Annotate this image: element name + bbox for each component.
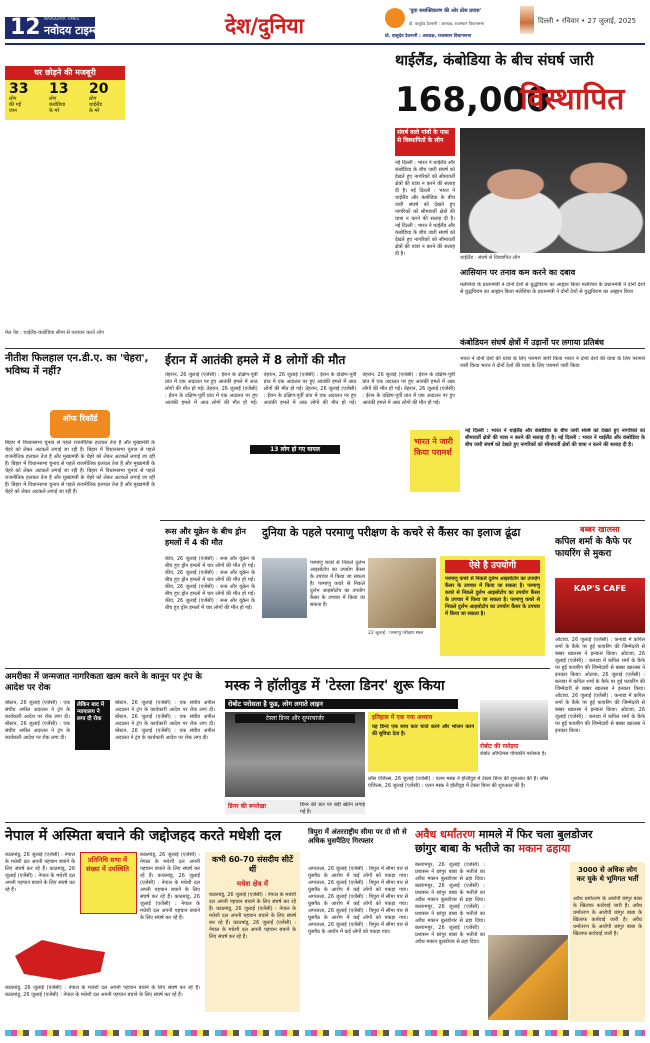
- chhangur-text-c: बलरामपुर, 26 जुलाई (एजेंसी) : प्रशासन ने छांगुर बाबा के भतीजे का अवैध मकान बुलडोजर से ढहा दिया।: [415, 904, 485, 924]
- kapil-text-b: ओटावा, 26 जुलाई (एजेंसी) : कनाडा में कपिल शर्मा के कैफे पर हुई फायरिंग की जिम्मेदारी से बब्बर खालसा ने इनकार किया।: [555, 651, 645, 678]
- nitish-text-e: बिहार में विधानसभा चुनाव से पहले राजनीतिक हलचल तेज है और मुख्यमंत्री के चेहरे को लेकर अटकलें लगाई जा रही हैं।: [5, 482, 155, 495]
- crowd-photo-caption: मेल पेड : थाईलैंड-कंबोडिया सीमा से पलायन करते लोग: [5, 330, 105, 336]
- top-story-title: थाईलैंड, कंबोडिया के बीच संघर्ष जारी: [395, 53, 594, 69]
- russia-text-a: कीव, 26 जुलाई (एजेंसी) : रूस और यूक्रेन के बीच हुए ड्रोन हमलों में चार लोगों की मौत हो गई।: [165, 556, 255, 569]
- ad-line1: 'युवा सशक्तिकरण की ओर ठोस प्रयास': [409, 8, 482, 14]
- registration-strip: [5, 1030, 645, 1036]
- deal-text-c: मलेशिया के प्रधानमंत्री ने दोनों देशों से युद्धविराम का आह्वान किया: [515, 289, 634, 295]
- cancer-photo-1: [262, 558, 307, 618]
- musk-text-a: लॉस एंजिल्स, 26 जुलाई (एजेंसी) : एलन मस्क ने हॉलीवुड में टेस्ला डिनर की शुरुआत की है।: [368, 776, 539, 782]
- embassy-text-c: भारत ने दोनों देशों की यात्रा के लिए परामर्श जारी किया: [480, 363, 580, 369]
- cancer-text-a: परमाणु कचरे से निकले दुर्लभ आइसोटोप का उपयोग कैंसर के उपचार में किया जा सकता है।: [310, 560, 365, 587]
- top-story-word: विस्थापित: [520, 82, 625, 117]
- chhangur-text-a: बलरामपुर, 26 जुलाई (एजेंसी) : प्रशासन ने छांगुर बाबा के भतीजे का अवैध मकान बुलडोजर से ढहा दिया।: [415, 862, 485, 882]
- paper-small: NAVODAYA TIMES: [44, 16, 80, 21]
- rule-row3: [5, 668, 550, 669]
- chhangur-text: [415, 862, 485, 1022]
- musk-sub: रोबोट परोसता है फूड, लोग लगाते लाइन: [225, 699, 458, 709]
- iran-text: [165, 372, 455, 512]
- musk-photo-label: टेस्ला डिनर और सुपरचार्जर: [235, 714, 355, 723]
- kapil-cafe-sign: KAP'S CAFE: [573, 584, 627, 593]
- stat-3-label: लोग थाईलैंड के मरे: [89, 96, 103, 114]
- stats-box: [5, 80, 125, 120]
- nepal-side-text-b: काठमांडू, 26 जुलाई (एजेंसी) : नेपाल के मधेशी दल अपनी पहचान बचाने के लिए संघर्ष कर रहे हैं।: [209, 906, 296, 926]
- india-text: [465, 428, 645, 494]
- kapil-text-c: ओटावा, 26 जुलाई (एजेंसी) : कनाडा में कपिल शर्मा के कैफे पर हुई फायरिंग की जिम्मेदारी से बब्बर खालसा ने इनकार किया।: [555, 672, 645, 692]
- rule-row2: [160, 520, 645, 521]
- america-text-a: बोस्टन, 26 जुलाई (एजेंसी) : एक संघीय अपील अदालत ने ट्रंप के कार्यकारी आदेश पर रोक लगा दी।: [5, 700, 70, 720]
- america-text-c: बोस्टन, 26 जुलाई (एजेंसी) : एक संघीय अपील अदालत ने ट्रंप के कार्यकारी आदेश पर रोक लगा दी।: [115, 700, 215, 713]
- iran-text-a: तेहरान, 26 जुलाई (एजेंसी) : ईरान के दक्षिण-पूर्वी प्रांत में एक अदालत पर हुए आतंकी हमले में आठ लोगों की मौत हो गई।: [165, 372, 258, 392]
- ad-banner: [385, 4, 525, 42]
- nepal-side-text-a: काठमांडू, 26 जुलाई (एजेंसी) : नेपाल के मधेशी दल अपनी पहचान बचाने के लिए संघर्ष कर रहे हैं।: [209, 892, 296, 912]
- chhangur-title: [415, 828, 645, 856]
- chhangur-box-text: [573, 896, 642, 1018]
- musk-robot-text: रोबोट ऑप्टिमस पॉपकॉर्न परोसता है।: [480, 751, 547, 757]
- paper-name: नवोदय टाइम्स: [44, 24, 100, 37]
- chhangur-title2a: छांगुर बाबा के भतीजे का: [415, 842, 515, 855]
- top-story-side-text-b: नई दिल्ली : भारत ने थाईलैंड और कंबोडिया के बीच जारी संघर्ष को देखते हुए नागरिकों को सीमावर्ती क्षेत्रों की यात्रा न करने की सलाह दी है।: [395, 188, 455, 222]
- nepal-text-f: काठमांडू, 26 जुलाई (एजेंसी) : नेपाल के मधेशी दल अपनी पहचान बचाने के लिए संघर्ष कर रहे हैं।: [5, 985, 200, 991]
- america-text-right: [115, 700, 215, 820]
- cancer-box-text-c: परमाणु कचरे से निकले दुर्लभ आइसोटोप का उपयोग कैंसर के उपचार में किया जा सकता है।: [445, 597, 540, 617]
- top-story-side-text-c: नई दिल्ली : भारत ने थाईलैंड और कंबोडिया के बीच जारी संघर्ष को देखते हुए नागरिकों को सीमावर्ती क्षेत्रों की यात्रा न करने की सलाह दी है।: [395, 223, 455, 257]
- cancer-caption: 22 जुलाई : परमाणु परीक्षण स्थल: [368, 631, 424, 636]
- embassy-text-b: भारत ने दोनों देशों की यात्रा के लिए परामर्श जारी किया: [460, 356, 645, 369]
- kapil-text: [555, 637, 645, 817]
- cancer-text: [310, 560, 365, 656]
- stat-2-number: 13: [49, 81, 69, 97]
- kapil-text-a: ओटावा, 26 जुलाई (एजेंसी) : कनाडा में कपिल शर्मा के कैफे पर हुई फायरिंग की जिम्मेदारी से बब्बर खालसा ने इनकार किया।: [555, 637, 645, 657]
- tripura-title: त्रिपुरा में अंतरराष्ट्रीय सीमा पर दो सौ से अधिक घुसपैठिए गिरफ्तार: [308, 828, 407, 845]
- top-story-number: 168,000: [395, 80, 550, 120]
- stat-2-label: लोग कंबोडिया के मरे: [49, 96, 66, 114]
- chhangur-box-text-a: अवैध धर्मांतरण के आरोपी छांगुर बाबा के खिलाफ कार्रवाई जारी है।: [573, 896, 642, 909]
- nepal-side-header: कभी 60-70 संसदीय सीटें थीं: [211, 855, 294, 874]
- dateline: दिल्ली • रविवार • 27 जुलाई, 2025: [538, 17, 637, 25]
- nitish-badge-text: ऑफ रिकॉर्ड: [62, 414, 98, 423]
- masthead-rule: [5, 43, 645, 45]
- chhangur-text-b: बलरामपुर, 26 जुलाई (एजेंसी) : प्रशासन ने छांगुर बाबा के भतीजे का अवैध मकान बुलडोजर से ढहा दिया।: [415, 883, 485, 903]
- musk-box-title: इतिहास में एक नया अध्याय: [372, 714, 433, 721]
- cancer-box-text-b: परमाणु कचरे से निकले दुर्लभ आइसोटोप का उपयोग कैंसर के उपचार में किया जा सकता है।: [445, 583, 540, 603]
- nepal-text-e: काठमांडू, 26 जुलाई (एजेंसी) : नेपाल के मधेशी दल अपनी पहचान बचाने के लिए संघर्ष कर रहे हैं।: [140, 894, 200, 921]
- tripura-text-d: अगरतला, 26 जुलाई (एजेंसी) : त्रिपुरा में सीमा पार से घुसपैठ के आरोप में कई लोगों को पकड़ा गया।: [308, 908, 408, 921]
- ad-line3: प्रो. वासुदेव देवनानी : आध्यक्ष, राजस्थान विधानसभा: [385, 34, 472, 39]
- america-text-left: [5, 700, 70, 820]
- nitish-text: [5, 440, 155, 595]
- chhangur-kicker: अवैध धर्मांतरण: [415, 828, 476, 841]
- nepal-side-text: [209, 892, 296, 1002]
- cancer-text-b: परमाणु कचरे से निकले दुर्लभ आइसोटोप का उपयोग कैंसर के उपचार में किया जा सकता है।: [310, 581, 365, 608]
- america-text-e: बोस्टन, 26 जुलाई (एजेंसी) : एक संघीय अपील अदालत ने ट्रंप के कार्यकारी आदेश पर रोक लगा दी।: [115, 728, 215, 741]
- russia-text-b: कीव, 26 जुलाई (एजेंसी) : रूस और यूक्रेन के बीच हुए ड्रोन हमलों में चार लोगों की मौत हो गई।: [165, 570, 255, 583]
- refugee-photo: [460, 128, 645, 253]
- nepal-text-c: काठमांडू, 26 जुलाई (एजेंसी) : नेपाल के मधेशी दल अपनी पहचान बचाने के लिए संघर्ष कर रहे हैं।: [140, 852, 200, 879]
- stat-3: [89, 82, 125, 114]
- america-side-box-text: लेकिन बाद में न्यायालय ने लगा दी रोक: [77, 702, 105, 722]
- musk-box2-title: डिनर की रूपरेखा: [228, 803, 266, 810]
- musk-robot-label: रोबोट की रसोइया: [480, 743, 519, 750]
- india-text-b: नई दिल्ली : भारत ने थाईलैंड और कंबोडिया के बीच जारी संघर्ष को देखते हुए नागरिकों को सीमावर्ती क्षेत्रों की यात्रा न करने की सलाह दी है।: [465, 435, 645, 448]
- russia-text: [165, 556, 255, 666]
- chhangur-text-d: बलरामपुर, 26 जुलाई (एजेंसी) : प्रशासन ने छांगुर बाबा के भतीजे का अवैध मकान बुलडोजर से ढहा दिया।: [415, 925, 485, 945]
- kapil-text-d: ओटावा, 26 जुलाई (एजेंसी) : कनाडा में कपिल शर्मा के कैफे पर हुई फायरिंग की जिम्मेदारी से बब्बर खालसा ने इनकार किया।: [555, 693, 645, 713]
- nitish-text-b: बिहार में विधानसभा चुनाव से पहले राजनीतिक हलचल तेज है और मुख्यमंत्री के चेहरे को लेकर अटकलें लगाई जा रही हैं।: [5, 447, 155, 467]
- nepal-text-3: [5, 985, 200, 1025]
- nitish-title: नीतीश फिलहाल एन.डी.ए. का 'चेहरा', भविष्य में नहीं?: [5, 353, 149, 377]
- iran-sub: 13 लोग हो गए घायल: [250, 445, 340, 454]
- tripura-text-e: अगरतला, 26 जुलाई (एजेंसी) : त्रिपुरा में सीमा पार से घुसपैठ के आरोप में कई लोगों को पकड़ा गया।: [308, 922, 408, 935]
- tripura-text-b: अगरतला, 26 जुलाई (एजेंसी) : त्रिपुरा में सीमा पार से घुसपैठ के आरोप में कई लोगों को पकड़ा गया।: [308, 880, 408, 893]
- chhangur-title-mid: मामले में फिर चला बुलडोजर: [478, 828, 593, 841]
- chhangur-box-title: 3000 से अधिक लोग कर चुके थे भूमिगत भर्ती: [576, 866, 639, 883]
- ad-logo-circle: [385, 8, 405, 28]
- deal-text-b: मलेशिया के प्रधानमंत्री ने दोनों देशों से युद्धविराम का आह्वान किया: [460, 282, 645, 295]
- iran-text-d: तेहरान, 26 जुलाई (एजेंसी) : ईरान के दक्षिण-पूर्वी प्रांत में एक अदालत पर हुए आतंकी हमले में आठ लोगों की मौत हो गई।: [263, 386, 357, 406]
- nepal-text-a: काठमांडू, 26 जुलाई (एजेंसी) : नेपाल के मधेशी दल अपनी पहचान बचाने के लिए संघर्ष कर रहे हैं।: [5, 852, 75, 872]
- nepal-side-sub: मधेश क्षेत्र में: [236, 880, 269, 888]
- rule-row1: [5, 348, 645, 349]
- cancer-photo-2: [368, 558, 436, 628]
- musk-robot-photo: [480, 700, 548, 740]
- russia-title: रूस और यूक्रेन के बीच ड्रोन हमलों में 4 की मौत: [165, 527, 246, 547]
- top-story-side-text-a: नई दिल्ली : भारत ने थाईलैंड और कंबोडिया के बीच जारी संघर्ष को देखते हुए नागरिकों को सीमावर्ती क्षेत्रों की यात्रा न करने की सलाह दी है।: [395, 160, 455, 194]
- stat-1-number: 33: [9, 81, 29, 97]
- america-text-b: बोस्टन, 26 जुलाई (एजेंसी) : एक संघीय अपील अदालत ने ट्रंप के कार्यकारी आदेश पर रोक लगा दी।: [5, 721, 70, 741]
- india-box-text: भारत ने जारी किया परामर्श: [414, 437, 453, 457]
- top-story-kicker: संघर्ष वाले गांवों के पास से विस्थापितों के लोग: [397, 129, 449, 144]
- america-text-d: बोस्टन, 26 जुलाई (एजेंसी) : एक संघीय अपील अदालत ने ट्रंप के कार्यकारी आदेश पर रोक लगा दी।: [115, 714, 215, 727]
- refugee-caption: थाईलैंड : संघर्ष से विस्थापित लोग: [460, 255, 521, 261]
- cancer-box-text-a: परमाणु कचरे से निकले दुर्लभ आइसोटोप का उपयोग कैंसर के उपचार में किया जा सकता है।: [445, 576, 540, 589]
- nitish-text-a: बिहार में विधानसभा चुनाव से पहले राजनीतिक हलचल तेज है और मुख्यमंत्री के चेहरे को लेकर अटकलें लगाई जा रही हैं।: [5, 440, 155, 453]
- chhangur-title2b: मकान ढहाया: [518, 842, 571, 855]
- nepal-title-text: नेपाल में अस्मिता बचाने की जद्दोजहद करते मधेशी दल: [5, 828, 282, 844]
- nitish-text-d: बिहार में विधानसभा चुनाव से पहले राजनीतिक हलचल तेज है और मुख्यमंत्री के चेहरे को लेकर अटकलें लगाई जा रही हैं।: [5, 468, 155, 488]
- iran-title: ईरान में आतंकी हमले में 8 लोगों की मौत: [165, 353, 346, 367]
- embassy-text-a: भारत ने दोनों देशों की यात्रा के लिए परामर्श जारी किया: [460, 356, 563, 362]
- russia-text-d: कीव, 26 जुलाई (एजेंसी) : रूस और यूक्रेन के बीच हुए ड्रोन हमलों में चार लोगों की मौत हो गई।: [165, 598, 255, 611]
- masthead: [0, 0, 650, 44]
- iran-text-c: तेहरान, 26 जुलाई (एजेंसी) : ईरान के दक्षिण-पूर्वी प्रांत में एक अदालत पर हुए आतंकी हमले में आठ लोगों की मौत हो गई।: [263, 372, 357, 392]
- iran-text-e: तेहरान, 26 जुलाई (एजेंसी) : ईरान के दक्षिण-पूर्वी प्रांत में एक अदालत पर हुए आतंकी हमले में आठ लोगों की मौत हो गई।: [362, 372, 455, 392]
- tripura-text: [308, 866, 408, 1021]
- russia-text-c: कीव, 26 जुलाई (एजेंसी) : रूस और यूक्रेन के बीच हुए ड्रोन हमलों में चार लोगों की मौत हो गई।: [165, 584, 255, 597]
- page-number: 12: [10, 15, 41, 40]
- musk-text: [368, 776, 548, 818]
- chhangur-photo: [488, 935, 568, 1020]
- musk-text-b: लॉस एंजिल्स, 26 जुलाई (एजेंसी) : एलन मस्क ने हॉलीवुड में टेस्ला डिनर की शुरुआत की है।: [368, 776, 548, 789]
- musk-box-text: यह डिनर एक साथ कार चार्ज करने और भोजन करने की सुविधा देता है।: [372, 724, 474, 737]
- ad-line2: प्रो. वाशुदेव देवनानी : आध्यक्ष, राजस्थान विधानसभा: [409, 21, 485, 26]
- nepal-text-g: काठमांडू, 26 जुलाई (एजेंसी) : नेपाल के मधेशी दल अपनी पहचान बचाने के लिए संघर्ष कर रहे हैं।: [5, 992, 183, 998]
- cancer-title-text: दुनिया के पहले परमाणु परीक्षण के कचरे से कैंसर का इलाज ढूंढा: [262, 526, 521, 539]
- rule-row4: [5, 822, 645, 823]
- stat-1-label: लोग की गई जान: [9, 96, 21, 114]
- kapil-title: कपिल शर्मा के कैफे पर फायरिंग से मुकरा: [555, 537, 632, 559]
- chhangur-box-text-c: अवैध धर्मांतरण के आरोपी छांगुर बाबा के खिलाफ कार्रवाई जारी है।: [573, 917, 642, 937]
- stats-header: घर छोड़ने की मजबूरी: [5, 66, 125, 80]
- stat-3-number: 20: [89, 81, 109, 97]
- cancer-title: [262, 526, 542, 540]
- section-title: देश/दुनिया: [225, 13, 304, 38]
- india-text-a: नई दिल्ली : भारत ने थाईलैंड और कंबोडिया के बीच जारी संघर्ष को देखते हुए नागरिकों को सीमावर्ती क्षेत्रों की यात्रा न करने की सलाह दी है।: [465, 428, 645, 441]
- embassy-title: कंबोडियन संघर्ष क्षेत्रों में उड़ानों पर लगाया प्रतिबंध: [460, 338, 604, 347]
- musk-photo: [225, 712, 365, 797]
- musk-box2-text: डिनर की छत पर बड़ी स्क्रीन लगाई गई है।: [300, 802, 365, 814]
- nepal-text-d: काठमांडू, 26 जुलाई (एजेंसी) : नेपाल के मधेशी दल अपनी पहचान बचाने के लिए संघर्ष कर रहे हैं।: [140, 873, 200, 900]
- deal-title: आसियान पर तनाव कम करने का दबाव: [460, 268, 576, 277]
- america-title: [5, 672, 215, 694]
- musk-title: मस्क ने हॉलीवुड में 'टेस्ला डिनर' शुरू किया: [225, 678, 445, 694]
- nepal-text-2: [140, 852, 200, 1002]
- deal-text-a: मलेशिया के प्रधानमंत्री ने दोनों देशों से युद्धविराम का आह्वान किया: [460, 282, 580, 288]
- iran-text-f: तेहरान, 26 जुलाई (एजेंसी) : ईरान के दक्षिण-पूर्वी प्रांत में एक अदालत पर हुए आतंकी हमले में आठ लोगों की मौत हो गई।: [362, 386, 455, 406]
- stat-1: [9, 82, 45, 114]
- nepal-side-text-c: काठमांडू, 26 जुलाई (एजेंसी) : नेपाल के मधेशी दल अपनी पहचान बचाने के लिए संघर्ष कर रहे हैं।: [209, 920, 296, 940]
- cancer-box-title: ऐसे है उपयोगी: [445, 560, 540, 573]
- tripura-text-a: अगरतला, 26 जुलाई (एजेंसी) : त्रिपुरा में सीमा पार से घुसपैठ के आरोप में कई लोगों को पकड़ा गया।: [308, 866, 408, 879]
- ad-portrait: [520, 6, 534, 34]
- embassy-text: [460, 356, 645, 418]
- stat-2: [49, 82, 85, 114]
- top-story-side-text: [395, 160, 455, 310]
- kapil-kicker: बब्बर खालसा: [580, 525, 620, 534]
- chhangur-box-text-b: अवैध धर्मांतरण के आरोपी छांगुर बाबा के खिलाफ कार्रवाई जारी है।: [573, 903, 642, 923]
- america-title-text: अमरीका में जन्मजात नागरिकता खत्म करने के कानून पर ट्रंप के आदेश पर रोक: [5, 672, 202, 693]
- nepal-box-text: प्रतिनिधि सभा में संख्या में उपस्थिति: [86, 856, 129, 873]
- nepal-title: [5, 828, 305, 845]
- nepal-text-b: काठमांडू, 26 जुलाई (एजेंसी) : नेपाल के मधेशी दल अपनी पहचान बचाने के लिए संघर्ष कर रहे हैं।: [5, 866, 75, 893]
- kapil-text-e: ओटावा, 26 जुलाई (एजेंसी) : कनाडा में कपिल शर्मा के कैफे पर हुई फायरिंग की जिम्मेदारी से बब्बर खालसा ने इनकार किया।: [555, 707, 645, 734]
- nitish-text-c: बिहार में विधानसभा चुनाव से पहले राजनीतिक हलचल तेज है और मुख्यमंत्री के चेहरे को लेकर अटकलें लगाई जा रही हैं।: [5, 461, 155, 474]
- tripura-text-c: अगरतला, 26 जुलाई (एजेंसी) : त्रिपुरा में सीमा पार से घुसपैठ के आरोप में कई लोगों को पकड़ा गया।: [308, 894, 408, 907]
- deal-text: [460, 282, 645, 332]
- iran-text-b: तेहरान, 26 जुलाई (एजेंसी) : ईरान के दक्षिण-पूर्वी प्रांत में एक अदालत पर हुए आतंकी हमले में आठ लोगों की मौत हो गई।: [165, 386, 258, 406]
- cancer-box-text: [445, 576, 540, 654]
